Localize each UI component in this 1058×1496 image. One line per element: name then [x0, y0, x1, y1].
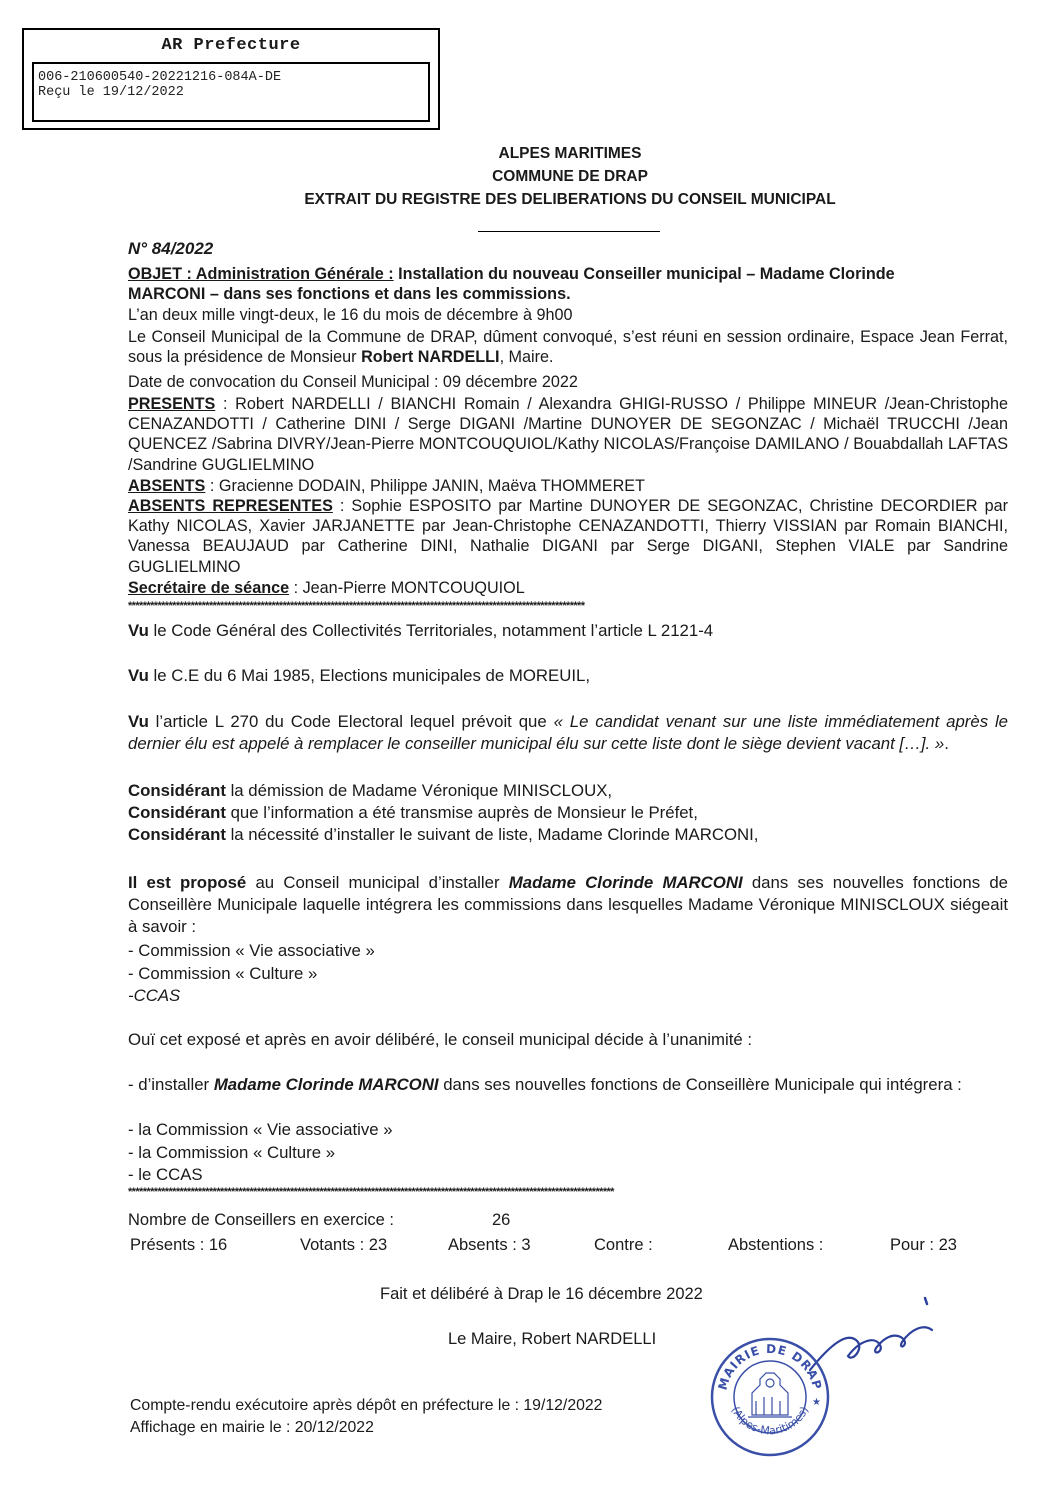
objet-block	[128, 264, 1008, 304]
considerant-label-2: Considérant	[128, 803, 226, 822]
decision-text-end: dans ses nouvelles fonctions de Conseillère Municipale qui intégrera :	[438, 1075, 962, 1094]
mairie-seal	[708, 1335, 832, 1459]
svg-text:★: ★	[812, 1397, 821, 1408]
prefecture-stamp	[22, 28, 440, 130]
separator-stars-2: ************************************************************************************************************************************	[128, 1187, 614, 1197]
vu-text-1: le Code Général des Collectivités Territoriales, notamment l’article L 2121-4	[148, 621, 714, 640]
list-item: - Commission « Culture »	[128, 963, 318, 983]
absents-paragraph	[128, 476, 1008, 496]
list-item: - la Commission « Vie associative »	[128, 1120, 393, 1139]
proposition-label: Il est proposé	[128, 873, 247, 892]
vu-text-3-end: .	[944, 734, 949, 753]
secretaire-name: : Jean-Pierre MONTCOUQUIOL	[289, 579, 525, 597]
seal-bottom-text: (Alpes-Maritimes)	[728, 1404, 812, 1438]
count-pour: Pour : 23	[890, 1236, 957, 1254]
objet-label: OBJET : Administration Générale :	[128, 265, 394, 283]
considerant-text-2: que l’information a été transmise auprès de Monsieur le Préfet,	[225, 803, 698, 822]
presents-label: PRESENTS	[128, 395, 216, 413]
vu-label-1: Vu	[128, 621, 149, 640]
count-presents: Présents : 16	[130, 1236, 228, 1254]
stamp-received-date: Reçu le 19/12/2022	[38, 85, 184, 100]
vu-quote: « Le candidat venant sur une liste immédiatement après le dernier élu est appelé à remplacer le conseiller municipal élu sur cette liste dont le siège devient vacant […]. »	[128, 712, 1009, 753]
decision-name: Madame Clorinde MARCONI	[213, 1075, 439, 1094]
list-item: - le CCAS	[128, 1165, 203, 1184]
count-contre: Contre :	[594, 1236, 653, 1254]
considerant-1	[128, 780, 1008, 802]
vu-ce	[128, 666, 1008, 686]
compte-rendu-date: Compte-rendu exécutoire après dépôt en préfecture le : 19/12/2022	[130, 1397, 603, 1414]
header-register: EXTRAIT DU REGISTRE DES DELIBERATIONS DU CONSEIL MUNICIPAL	[304, 191, 836, 208]
proposition-text: au Conseil municipal d’installer	[246, 873, 509, 892]
objet-text-2: MARCONI – dans ses fonctions et dans les commissions.	[128, 285, 571, 304]
decision-paragraph	[128, 1074, 1008, 1096]
vu-text-3: l’article L 270 du Code Electoral lequel prévoit que	[148, 712, 554, 731]
separator-stars-1: ****************************************************************************************************************************	[128, 601, 585, 611]
deliberation-number: N° 84/2022	[128, 239, 214, 258]
stamp-details	[32, 62, 430, 122]
absents-label: ABSENTS	[128, 477, 206, 495]
header-commune: COMMUNE DE DRAP	[492, 168, 648, 185]
commissions-list-2	[128, 1119, 1008, 1187]
count-votants: Votants : 23	[300, 1236, 388, 1254]
seal-top-text: MAIRIE DE DRAP	[715, 1341, 825, 1392]
considerant-text-1: la démission de Madame Véronique MINISCLOUX,	[225, 781, 613, 800]
vu-label-3: Vu	[128, 712, 149, 731]
count-abstentions: Abstentions :	[728, 1236, 824, 1254]
count-absents: Absents : 3	[448, 1236, 531, 1254]
list-item: -CCAS	[128, 986, 181, 1005]
session-text-end: , Maire.	[499, 348, 554, 367]
unanimite-paragraph: Ouï cet exposé et après en avoir délibéré, le conseil municipal décide à l’unanimité :	[128, 1030, 753, 1049]
considerant-label-3: Considérant	[128, 825, 226, 844]
vu-label-2: Vu	[128, 666, 149, 685]
date-line: L’an deux mille vingt-deux, le 16 du mois de décembre à 9h00	[128, 306, 573, 324]
considerant-label-1: Considérant	[128, 781, 226, 800]
proposition-name: Madame Clorinde MARCONI	[508, 873, 743, 892]
presents-paragraph	[128, 394, 1008, 475]
considerant-block	[128, 780, 1008, 846]
commissions-list-1	[128, 940, 1008, 1008]
session-text: Le Conseil Municipal de la Commune de DRAP, dûment convoqué, s’est réuni en session ordinaire, Espace Jean Ferrat, sous la présidence de Monsieur	[128, 328, 1008, 367]
proposition-paragraph	[128, 872, 1008, 938]
stamp-reference: 006-210600540-20221216-084A-DE	[38, 70, 282, 85]
presents-list: : Robert NARDELLI / BIANCHI Romain / Alexandra GHIGI-RUSSO / Philippe MINEUR /Jean-Christophe CENAZANDOTTI / Catherine DINI / Serge DIGANI /Martine DUNOYER DE SEGONZAC / Michaël TRUCCHI /Jean QUENCEZ /Sabrina DIVRY/Jean-Pierre MONTCOUQUIOL/Kathy NICOLAS/Françoise DAMILANO / Bouabdallah LAFTAS /Sandrine GUGLIELMINO	[128, 395, 1008, 474]
affichage-date: Affichage en mairie le : 20/12/2022	[130, 1419, 374, 1436]
stamp-title: AR Prefecture	[161, 36, 301, 55]
list-item: - la Commission « Culture »	[128, 1142, 336, 1162]
absents-represented-list: : Sophie ESPOSITO par Martine DUNOYER DE SEGONZAC, Christine DECORDIER par Kathy NICOLAS, Xavier JARJANETTE par Jean-Christophe CENAZANDOTTI, Thierry VISSIAN par Romain BIANCHI, Vanessa BEAUJAUD par Catherine DINI, Nathalie DIGANI par Serge DIGANI, Stephen VIALE par Sandrine GUGLIELMINO	[128, 497, 1008, 576]
vu-code-electoral	[128, 711, 1008, 755]
secretaire-paragraph	[128, 578, 1008, 598]
convocation-date: Date de convocation du Conseil Municipal : 09 décembre 2022	[128, 373, 578, 391]
proposition-text-end: dans ses nouvelles fonctions de Conseillère Municipale laquelle intégrera les commissions dans lesquelles Madame Véronique MINISCLOUX siégeait à savoir :	[128, 873, 1008, 936]
objet-text-1: Installation du nouveau Conseiller municipal – Madame Clorinde	[393, 265, 895, 283]
decision-text: - d’installer	[128, 1075, 214, 1094]
mayor-signature-line: Le Maire, Robert NARDELLI	[448, 1330, 657, 1348]
considerant-2	[128, 802, 1008, 824]
document-header	[180, 142, 960, 211]
secretaire-label: Secrétaire de séance	[128, 579, 290, 597]
header-department: ALPES MARITIMES	[498, 145, 642, 162]
conseillers-exercice-value: 26	[492, 1211, 511, 1229]
fait-a-drap: Fait et délibéré à Drap le 16 décembre 2022	[380, 1285, 703, 1303]
conseillers-exercice-label: Nombre de Conseillers en exercice :	[128, 1211, 394, 1229]
header-divider	[478, 231, 660, 232]
considerant-3	[128, 824, 1008, 846]
vu-text-2: le C.E du 6 Mai 1985, Elections municipales de MOREUIL,	[148, 666, 591, 685]
absents-represented-paragraph	[128, 496, 1008, 577]
vu-cgct	[128, 621, 1008, 641]
svg-text:MAIRIE DE DRAP	[715, 1342, 824, 1392]
list-item: - Commission « Vie associative »	[128, 941, 375, 960]
considerant-text-3: la nécessité d’installer le suivant de liste, Madame Clorinde MARCONI,	[225, 825, 759, 844]
session-paragraph	[128, 327, 1008, 367]
svg-text:(Alpes-Maritimes)	[729, 1404, 812, 1437]
absents-list: : Gracienne DODAIN, Philippe JANIN, Maëva THOMMERET	[205, 477, 645, 495]
session-mayor: Robert NARDELLI	[361, 348, 500, 367]
absents-represented-label: ABSENTS REPRESENTES	[128, 497, 333, 515]
